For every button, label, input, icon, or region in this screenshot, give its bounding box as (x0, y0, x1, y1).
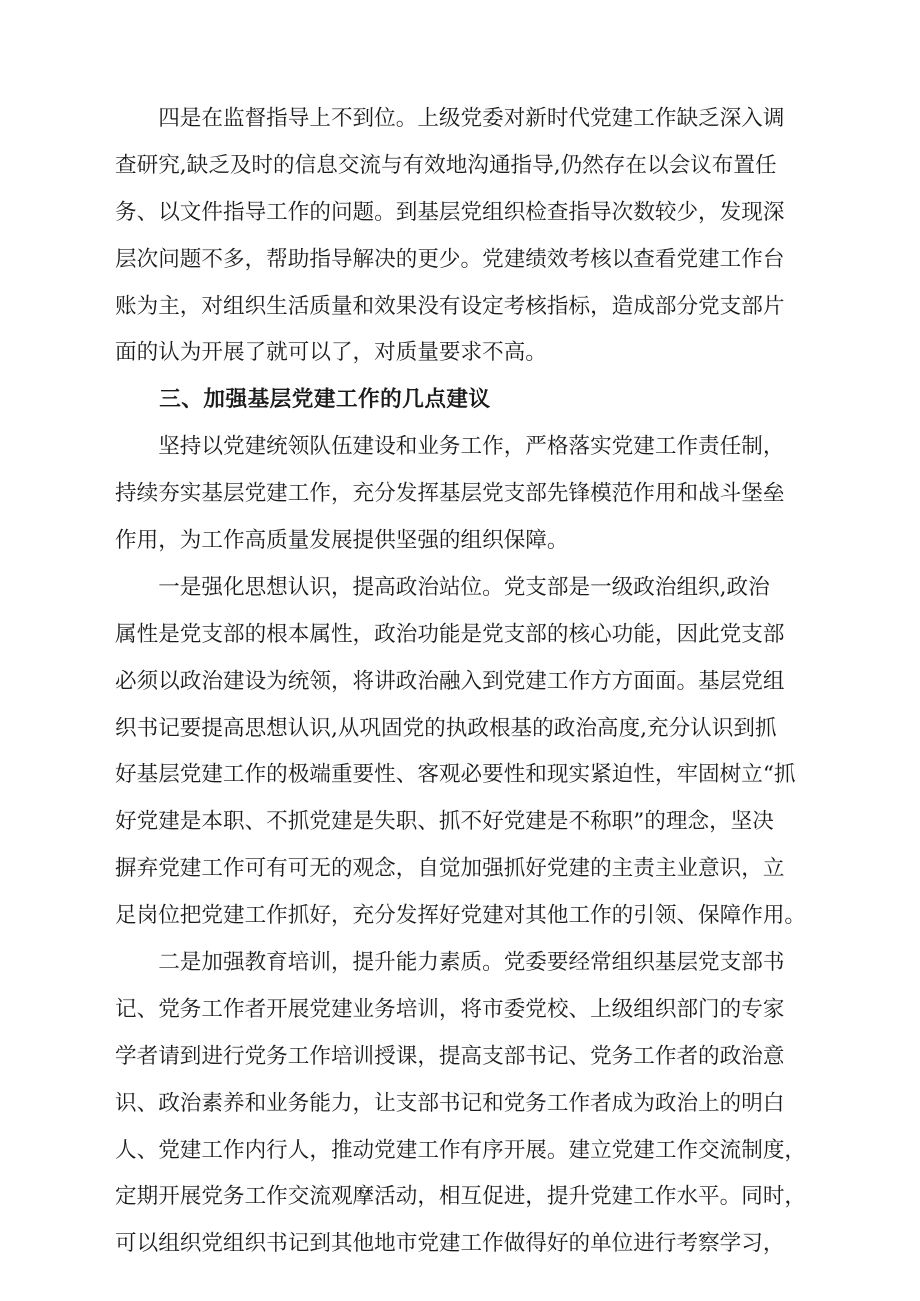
text-line: 面的认为开展了就可以了，对质量要求不高。 (115, 340, 547, 366)
text-line: 好党建是本职、不抓党建是失职、抓不好党建是不称职”的理念，坚决 (115, 809, 774, 835)
text-line: 属性是党支部的根本属性，政治功能是党支部的核心功能，因此党支部 (115, 621, 785, 647)
text-line: 四是在监督指导上不到位。上级党委对新时代党建工作缺乏深入调 (115, 106, 785, 131)
text-line: 识、政治素养和业务能力，让支部书记和党务工作者成为政治上的明白 (115, 1090, 785, 1116)
text-line: 务、以文件指导工作的问题。到基层党组织检查指导次数较少，发现深 (115, 199, 785, 225)
text-line: 查研究,缺乏及时的信息交流与有效地沟通指导,仍然存在以会议布置任 (115, 152, 777, 178)
text-line: 人、党建工作内行人，推动党建工作有序开展。建立党建工作交流制度， (115, 1137, 807, 1163)
text-line: 记、党务工作者开展党建业务培训，将市委党校、上级组织部门的专家 (115, 996, 785, 1022)
text-line: 账为主，对组织生活质量和效果没有设定考核指标，造成部分党支部片 (115, 293, 785, 319)
document-body (115, 96, 849, 1268)
text-line: 摒弃党建工作可有可无的观念，自觉加强抓好党建的主责主业意识，立 (115, 856, 785, 882)
text-line: 必须以政治建设为统领，将讲政治融入到党建工作方方面面。基层党组 (115, 668, 785, 694)
text-line: 作用，为工作高质量发展提供坚强的组织保障。 (115, 528, 569, 554)
text-line: 织书记要提高思想认识,从巩固党的执政根基的政治高度,充分认识到抓 (115, 715, 777, 741)
text-line: 足岗位把党建工作抓好，充分发挥好党建对其他工作的引领、保障作用。 (115, 903, 807, 929)
text-line: 一是强化思想认识，提高政治站位。党支部是一级政治组织,政治 (115, 574, 770, 600)
text-line: 学者请到进行党务工作培训授课，提高支部书记、党务工作者的政治意 (115, 1043, 785, 1069)
text-line: 定期开展党务工作交流观摩活动，相互促进，提升党建工作水平。同时， (115, 1184, 807, 1210)
text-line: 持续夯实基层党建工作，充分发挥基层党支部先锋模范作用和战斗堡垒 (115, 481, 785, 507)
text-line: 好基层党建工作的极端重要性、客观必要性和现实紧迫性，牢固树立“抓 (115, 762, 796, 788)
section-heading: 三、加强基层党建工作的几点建议 (115, 387, 491, 413)
text-line: 二是加强教育培训，提升能力素质。党委要经常组织基层党支部书 (115, 950, 785, 976)
text-line: 可以组织党组织书记到其他地市党建工作做得好的单位进行考察学习， (115, 1231, 785, 1257)
text-line: 层次问题不多，帮助指导解决的更少。党建绩效考核以查看党建工作台 (115, 246, 785, 272)
text-line: 坚持以党建统领队伍建设和业务工作，严格落实党建工作责任制， (115, 434, 785, 460)
